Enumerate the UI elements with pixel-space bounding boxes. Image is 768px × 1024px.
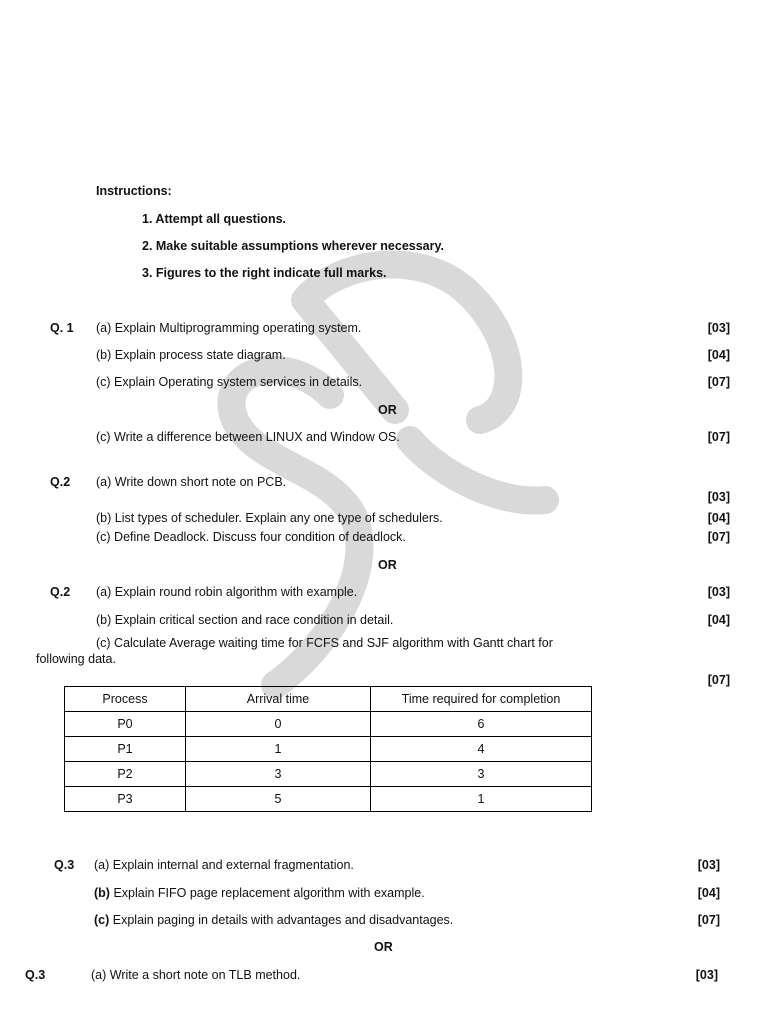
table-cell: P2: [65, 762, 186, 787]
table-row: [65, 737, 592, 762]
table-header-row: [65, 687, 592, 712]
question-text: (c) Write a difference between LINUX and Window OS.: [96, 430, 400, 444]
marks: [03]: [707, 585, 730, 599]
or-separator: OR: [378, 403, 397, 417]
question-part-prefix: (b): [94, 886, 110, 900]
question-label: Q.3: [25, 968, 46, 982]
question-part-prefix: (c): [94, 913, 110, 927]
question-text: (a) Explain Multiprogramming operating system.: [96, 321, 362, 335]
table-row: [65, 712, 592, 737]
marks: [03]: [707, 490, 730, 504]
marks: [07]: [707, 530, 730, 544]
table-cell: P3: [65, 787, 186, 812]
question-part-text: Explain paging in details with advantages and disadvantages.: [109, 913, 454, 927]
question-text: (a) Write a short note on TLB method.: [91, 968, 301, 982]
question-text: (c) Calculate Average waiting time for FCFS and SJF algorithm with Gantt chart for: [96, 636, 553, 650]
marks: [04]: [707, 348, 730, 362]
marks: [03]: [695, 968, 718, 982]
table-cell: 0: [186, 712, 371, 737]
marks: [07]: [707, 673, 730, 687]
marks: [07]: [697, 913, 720, 927]
marks: [04]: [707, 511, 730, 525]
process-table: [64, 686, 592, 812]
question-text: (a) Explain internal and external fragmentation.: [94, 858, 354, 872]
table-cell: 3: [186, 762, 371, 787]
or-separator: OR: [378, 558, 397, 572]
question-text: (b) Explain process state diagram.: [96, 348, 286, 362]
table-cell: P0: [65, 712, 186, 737]
instruction-item: 2. Make suitable assumptions wherever necessary.: [142, 239, 444, 253]
table-cell: 3: [371, 762, 592, 787]
table-cell: 1: [186, 737, 371, 762]
marks: [04]: [697, 886, 720, 900]
question-text: (a) Explain round robin algorithm with example.: [96, 585, 358, 599]
question-label: Q.2: [50, 585, 71, 599]
table-cell: 1: [371, 787, 592, 812]
question-text-continued: following data.: [36, 652, 116, 666]
question-text: [94, 886, 425, 900]
instruction-item: 1. Attempt all questions.: [142, 212, 287, 226]
table-row: [65, 762, 592, 787]
marks: [03]: [697, 858, 720, 872]
table-cell: P1: [65, 737, 186, 762]
question-label: Q. 1: [50, 321, 74, 335]
instructions-title: Instructions:: [96, 184, 172, 198]
or-separator: OR: [374, 940, 393, 954]
table-cell: 4: [371, 737, 592, 762]
column-header: Arrival time: [186, 687, 371, 712]
table-cell: 6: [371, 712, 592, 737]
marks: [04]: [707, 613, 730, 627]
question-text: (b) Explain critical section and race condition in detail.: [96, 613, 394, 627]
question-part-text: Explain FIFO page replacement algorithm with example.: [109, 886, 425, 900]
question-label: Q.3: [54, 858, 75, 872]
question-text: (c) Define Deadlock. Discuss four condition of deadlock.: [96, 530, 406, 544]
question-text: (b) List types of scheduler. Explain any one type of schedulers.: [96, 511, 443, 525]
table-row: [65, 787, 592, 812]
table-cell: 5: [186, 787, 371, 812]
question-text: (a) Write down short note on PCB.: [96, 475, 287, 489]
column-header: Process: [65, 687, 186, 712]
column-header: Time required for completion: [371, 687, 592, 712]
question-text: (c) Explain Operating system services in details.: [96, 375, 363, 389]
marks: [07]: [707, 430, 730, 444]
marks: [07]: [707, 375, 730, 389]
instruction-item: 3. Figures to the right indicate full marks.: [142, 266, 387, 280]
question-label: Q.2: [50, 475, 71, 489]
question-text: [94, 913, 453, 927]
marks: [03]: [707, 321, 730, 335]
